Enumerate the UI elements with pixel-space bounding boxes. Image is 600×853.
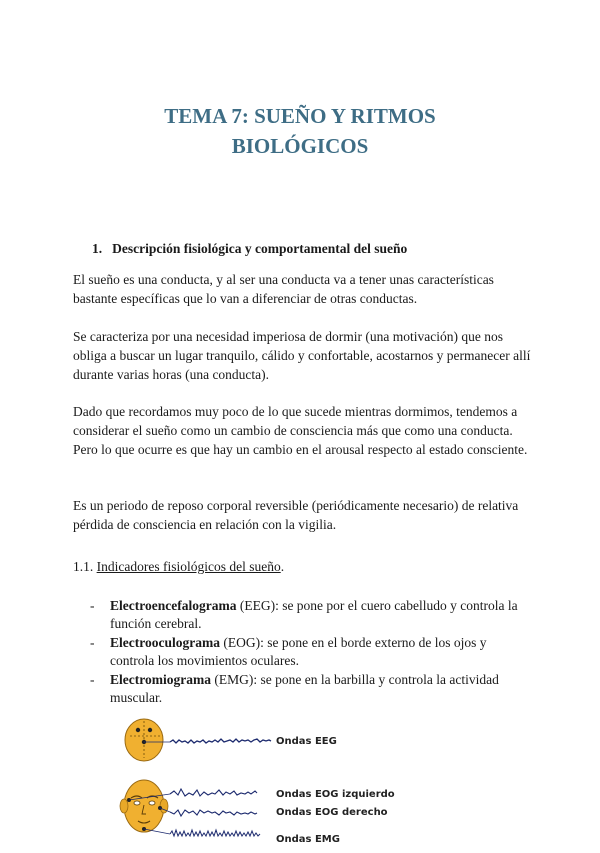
subsection-trailing: . (280, 559, 285, 574)
paragraph-1: El sueño es una conducta, y al ser una conducta va a tener unas características bastante específicas que lo van a diferenciar de otras conductas. (73, 272, 494, 306)
emg-wave (170, 830, 260, 836)
eog-right-wave-label: Ondas EOG derecho (276, 807, 388, 818)
section-heading (92, 241, 407, 257)
indicator-term: Electromiograma (110, 672, 211, 687)
indicator-list (90, 597, 530, 708)
indicator-term: Electroencefalograma (110, 598, 237, 613)
indicator-abbr: (EEG) (236, 598, 276, 613)
eog-left-wave (170, 789, 257, 796)
paragraph-4: Es un periodo de reposo corporal reversible (periódicamente necesario) de relativa pérdida de consciencia en relación con la vigilia. (73, 498, 519, 532)
sleep-recording-figure (118, 716, 408, 848)
indicator-desc: : se pone en el borde externo de los ojos y controla los movimientos oculares. (110, 635, 487, 668)
title-line-2: BIOLÓGICOS (231, 134, 369, 158)
section-heading-text: Descripción fisiológica y comportamental del sueño (112, 241, 408, 256)
eeg-wave (170, 739, 271, 743)
list-bullet: - (90, 672, 95, 687)
title-line-1: TEMA 7: SUEÑO Y RITMOS (164, 104, 436, 128)
indicator-abbr: (EMG) (210, 672, 254, 687)
emg-wave-label: Ondas EMG (276, 834, 340, 845)
figure-drawing (118, 716, 408, 848)
subsection-heading (73, 559, 284, 575)
eeg-wave-label: Ondas EEG (276, 736, 337, 747)
list-item (90, 671, 530, 707)
head-eog-emg-icon (120, 780, 168, 832)
eog-left-wave-label: Ondas EOG izquierdo (276, 789, 395, 800)
list-bullet: - (90, 635, 95, 650)
list-item (90, 634, 530, 670)
indicator-abbr: (EOG) (219, 635, 261, 650)
list-bullet: - (90, 598, 95, 613)
paragraph-2: Se caracteriza por una necesidad imperiosa de dormir (una motivación) que nos obliga a buscar un lugar tranquilo, cálido y confortable, acostarnos y permanecer allí durante varias horas (una conducta). (73, 329, 531, 382)
list-item (90, 597, 530, 633)
section-number: 1. (92, 241, 103, 256)
indicator-desc: : se pone en la barbilla y controla la actividad muscular. (110, 672, 499, 705)
indicator-desc: : se pone por el cuero cabelludo y controla la función cerebral. (110, 598, 518, 631)
subsection-title-link[interactable]: Indicadores fisiológicos del sueño (96, 559, 281, 574)
subsection-number: 1.1. (73, 559, 94, 574)
eog-right-wave (170, 810, 257, 816)
paragraph-3: Dado que recordamos muy poco de lo que sucede mientras dormimos, tendemos a considerar el sueño como un cambio de consciencia más que como una conducta. Pero lo que ocurre es que hay un cambio en el arousal respecto al estado consciente. (73, 404, 528, 457)
indicator-term: Electrooculograma (110, 635, 220, 650)
document-title (0, 101, 600, 161)
head-eeg-icon (125, 719, 163, 761)
